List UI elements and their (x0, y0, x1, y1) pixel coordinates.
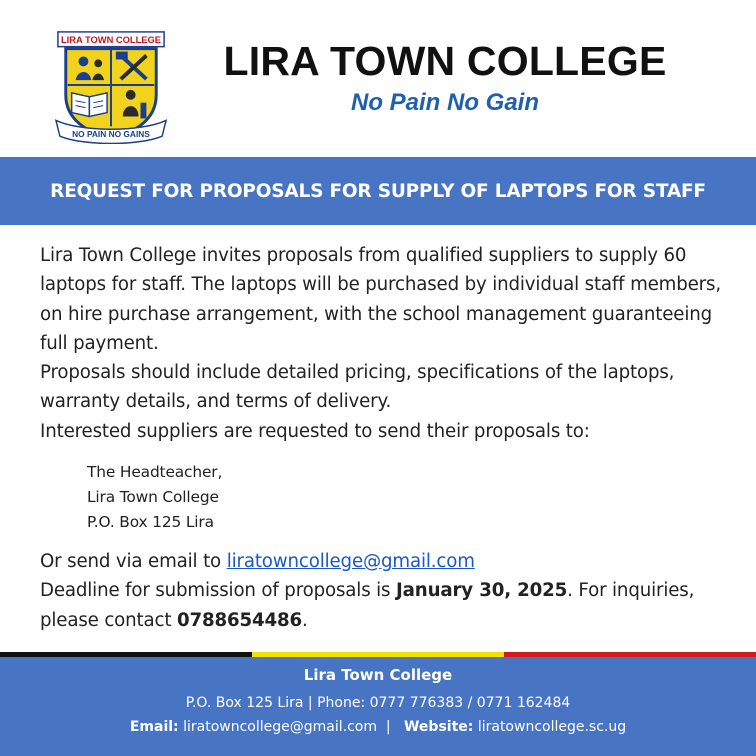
contact-section (40, 547, 730, 635)
footer-website[interactable]: liratowncollege.sc.ug (477, 719, 627, 735)
school-crest-logo (52, 26, 170, 144)
requirements-paragraph: Proposals should include detailed pricing, specifications of the laptops, warranty details, and terms of delivery. (40, 362, 675, 413)
footer-email-label: Email: (129, 719, 179, 735)
email-line (40, 547, 730, 576)
deadline-date: January 30, 2025 (396, 580, 568, 602)
rfp-title: REQUEST FOR PROPOSALS FOR SUPPLY OF LAPTOPS FOR STAFF (50, 180, 706, 202)
crest-figure-icon (79, 56, 89, 66)
email-prefix: Or send via email to (40, 551, 222, 573)
intro-paragraph: Lira Town College invites proposals from qualified suppliers to supply 60 laptops for staff. The laptops will be purchased by individual staff members, on hire purchase arrangement, with the school management guaranteeing full payment. (40, 245, 721, 354)
footer (0, 657, 756, 756)
crest-ribbon-text: NO PAIN NO GAINS (72, 129, 150, 140)
footer-address-phone: P.O. Box 125 Lira | Phone: 0777 776383 / 0771 162484 (185, 695, 571, 711)
address-line: The Headteacher, (87, 463, 223, 482)
crest-book-icon (72, 93, 90, 117)
notice-body (40, 241, 730, 635)
postal-address (87, 460, 730, 535)
crest-banner-text: LIRA TOWN COLLEGE (60, 35, 162, 46)
address-line: P.O. Box 125 Lira (87, 513, 214, 532)
deadline-suffix: . For inquiries, please contact (40, 580, 695, 631)
school-name: LIRA TOWN COLLEGE (223, 38, 667, 84)
footer-contact-line (0, 719, 756, 735)
submission-paragraph: Interested suppliers are requested to send their proposals to: (40, 420, 590, 442)
contact-phone: 0788654486 (176, 609, 303, 631)
footer-website-label: Website: (403, 719, 474, 735)
deadline-prefix: Deadline for submission of proposals is (40, 580, 391, 602)
footer-school-name: Lira Town College (303, 666, 453, 684)
phone-suffix: . (302, 609, 308, 631)
header (0, 0, 756, 157)
email-link[interactable]: liratowncollege@gmail.com (226, 551, 475, 573)
school-motto: No Pain No Gain (350, 89, 539, 116)
footer-separator: | (385, 719, 391, 735)
crest-worker-icon (126, 90, 136, 100)
deadline-line (40, 576, 730, 635)
footer-email[interactable]: liratowncollege@gmail.com (183, 719, 377, 735)
title-banner (0, 157, 756, 225)
address-line: Lira Town College (87, 488, 219, 507)
